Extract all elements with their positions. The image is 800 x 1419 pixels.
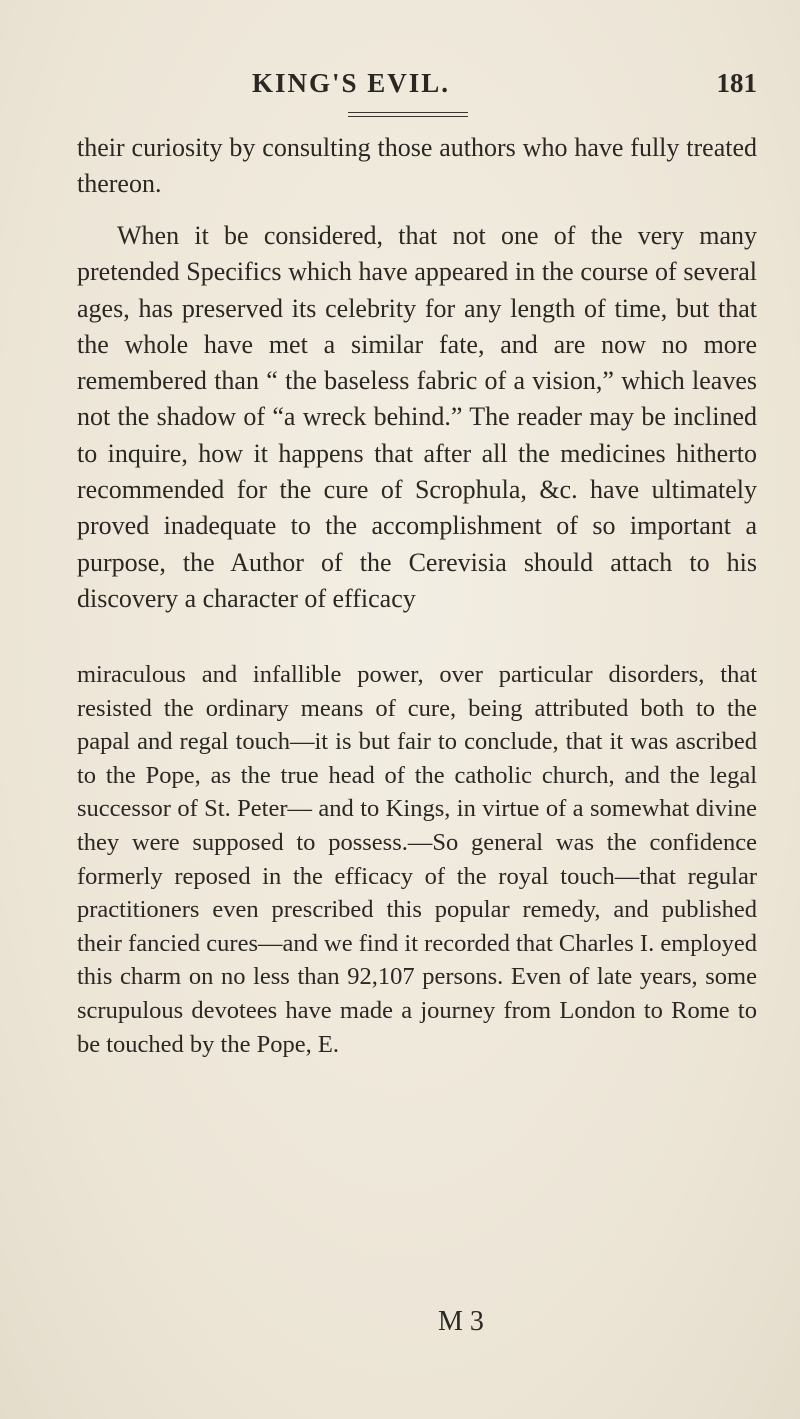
- paragraph-text: miraculous and infallible power, over particular disorders, that resisted the ordinary means of cure, being attributed both to the papal and regal touch—it is but fair to conclude, that it was ascribed to the Pope, as the true head of the catholic church, and the legal successor of St. Peter— and to Kings, in virtue of a somewhat divine they were supposed to possess.—So general was the confidence formerly reposed in the efficacy of the royal touch—that regular practitioners even prescribed this popular remedy, and published their fancied cures—and we find it recorded that Charles I. employed this charm on no less than 92,107 persons. Even of late years, some scrupulous devotees have made a journey from London to Rome to be touched by the Pope, E.: [77, 661, 757, 1058]
- page-number: 181: [716, 68, 757, 98]
- paragraph-text: their curiosity by consulting those authors who have fully treated thereon.: [77, 133, 757, 199]
- paragraph-continuation: [77, 130, 757, 203]
- paragraph-small: [77, 658, 757, 1061]
- page-header: [0, 68, 800, 108]
- running-head: KING'S EVIL.: [252, 68, 451, 98]
- header-rule: [348, 112, 468, 117]
- paragraph-main: [77, 218, 757, 617]
- signature-line: [0, 1306, 800, 1346]
- signature-mark: M 3: [438, 1306, 484, 1337]
- paragraph-text: When it be considered, that not one of the very many pretended Specifics which have appeared in the course of several ages, has preserved its celebrity for any length of time, but that the whole have met a similar fate, and are now no more remembered than “ the baseless fabric of a vision,” which leaves not the shadow of “a wreck behind.” The reader may be inclined to inquire, how it happens that after all the medicines hitherto recommended for the cure of Scrophula, &c. have ultimately proved inadequate to the accomplishment of so important a purpose, the Author of the Cerevisia should attach to his discovery a character of efficacy: [77, 221, 757, 613]
